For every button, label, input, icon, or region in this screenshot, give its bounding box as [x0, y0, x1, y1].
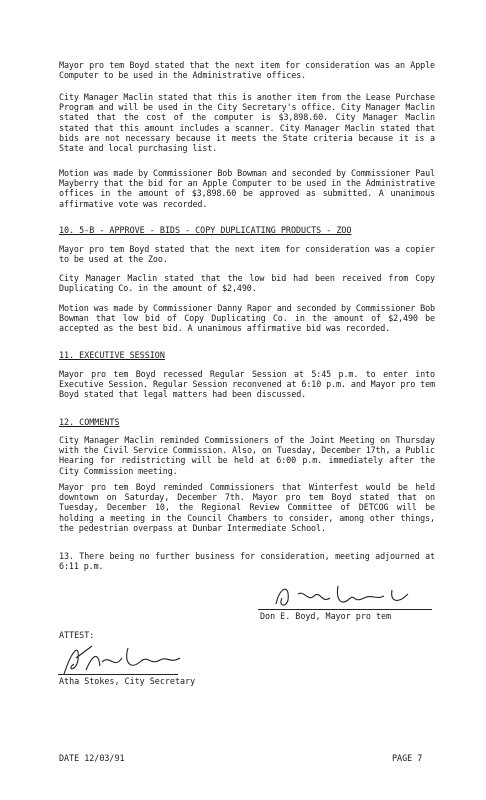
- footer-page: PAGE 7: [392, 753, 423, 763]
- paragraph-copier-intro: Mayor pro tem Boyd stated that the next item for consideration was a copier to be used at the Zoo.: [59, 244, 435, 265]
- secretary-name: Atha Stokes, City Secretary: [59, 676, 196, 686]
- paragraph-adjourn: 13. There being no further business for consideration, meeting adjourned at 6:11 p.m.: [59, 551, 435, 572]
- secretary-signature: [58, 640, 188, 678]
- paragraph-apple-motion: Motion was made by Commissioner Bob Bowman and seconded by Commissioner Paul Mayberry that the bid for an Apple Computer to be used in the Administrative offices in the amount of $3,898.60 be approved as submitted. A unanimous affirmative vote was recorded.: [59, 168, 435, 209]
- paragraph-maclin-cost: City Manager Maclin stated that this is another item from the Lease Purchase Program and will be used in the City Secretary's office. City Manager Maclin stated that the cost of the computer is $3,898.60. City Manager Maclin stated that this amount includes a scanner. City Manager Maclin stated that bids are not necessary because it meets the State criteria because it is a State and local purchasing list.: [59, 92, 435, 154]
- mayor-signature: [268, 580, 428, 610]
- attest-label: ATTEST:: [59, 630, 95, 640]
- paragraph-copier-motion: Motion was made by Commissioner Danny Rapor and seconded by Commissioner Bob Bowman that low bid of Copy Duplicating Co. in the amount of $2,490 be accepted as the best bid. A unanimous affirmative bid was recorded.: [59, 303, 435, 334]
- secretary-signature-line: [58, 674, 178, 675]
- footer-date: DATE 12/03/91: [59, 753, 125, 763]
- paragraph-comments-maclin: City Manager Maclin reminded Commissioners of the Joint Meeting on Thursday with the Civil Service Commission. Also, on Tuesday, December 17th, a Public Hearing for redistricting will be held at 6:00 p.m. immediately after the City Commission meeting.: [59, 435, 435, 476]
- mayor-signature-line: [258, 609, 432, 610]
- heading-item-10: 10. 5-B - APPROVE - BIDS - COPY DUPLICATING PRODUCTS - ZOO: [59, 225, 352, 235]
- paragraph-executive-session: Mayor pro tem Boyd recessed Regular Session at 5:45 p.m. to enter into Executive Session. Regular Session reconvened at 6:10 p.m. and Mayor pro tem Boyd stated that legal matters had been discussed.: [59, 369, 435, 400]
- paragraph-apple-intro: Mayor pro tem Boyd stated that the next item for consideration was an Apple Computer to be used in the Administrative offices.: [59, 60, 435, 81]
- heading-item-12: 12. COMMENTS: [59, 417, 120, 427]
- paragraph-copier-bid: City Manager Maclin stated that the low bid had been received from Copy Duplicating Co. in the amount of $2,490.: [59, 273, 435, 294]
- mayor-name: Don E. Boyd, Mayor pro tem: [260, 611, 392, 621]
- paragraph-comments-boyd: Mayor pro tem Boyd reminded Commissioners that Winterfest would be held downtown on Saturday, December 7th. Mayor pro tem Boyd stated that on Tuesday, December 10, the Regional Review Committee of DETCOG will be holding a meeting in the Council Chambers to consider, among other things, the pedestrian overpass at Dunbar Intermediate School.: [59, 482, 435, 533]
- heading-item-11: 11. EXECUTIVE SESSION: [59, 350, 165, 360]
